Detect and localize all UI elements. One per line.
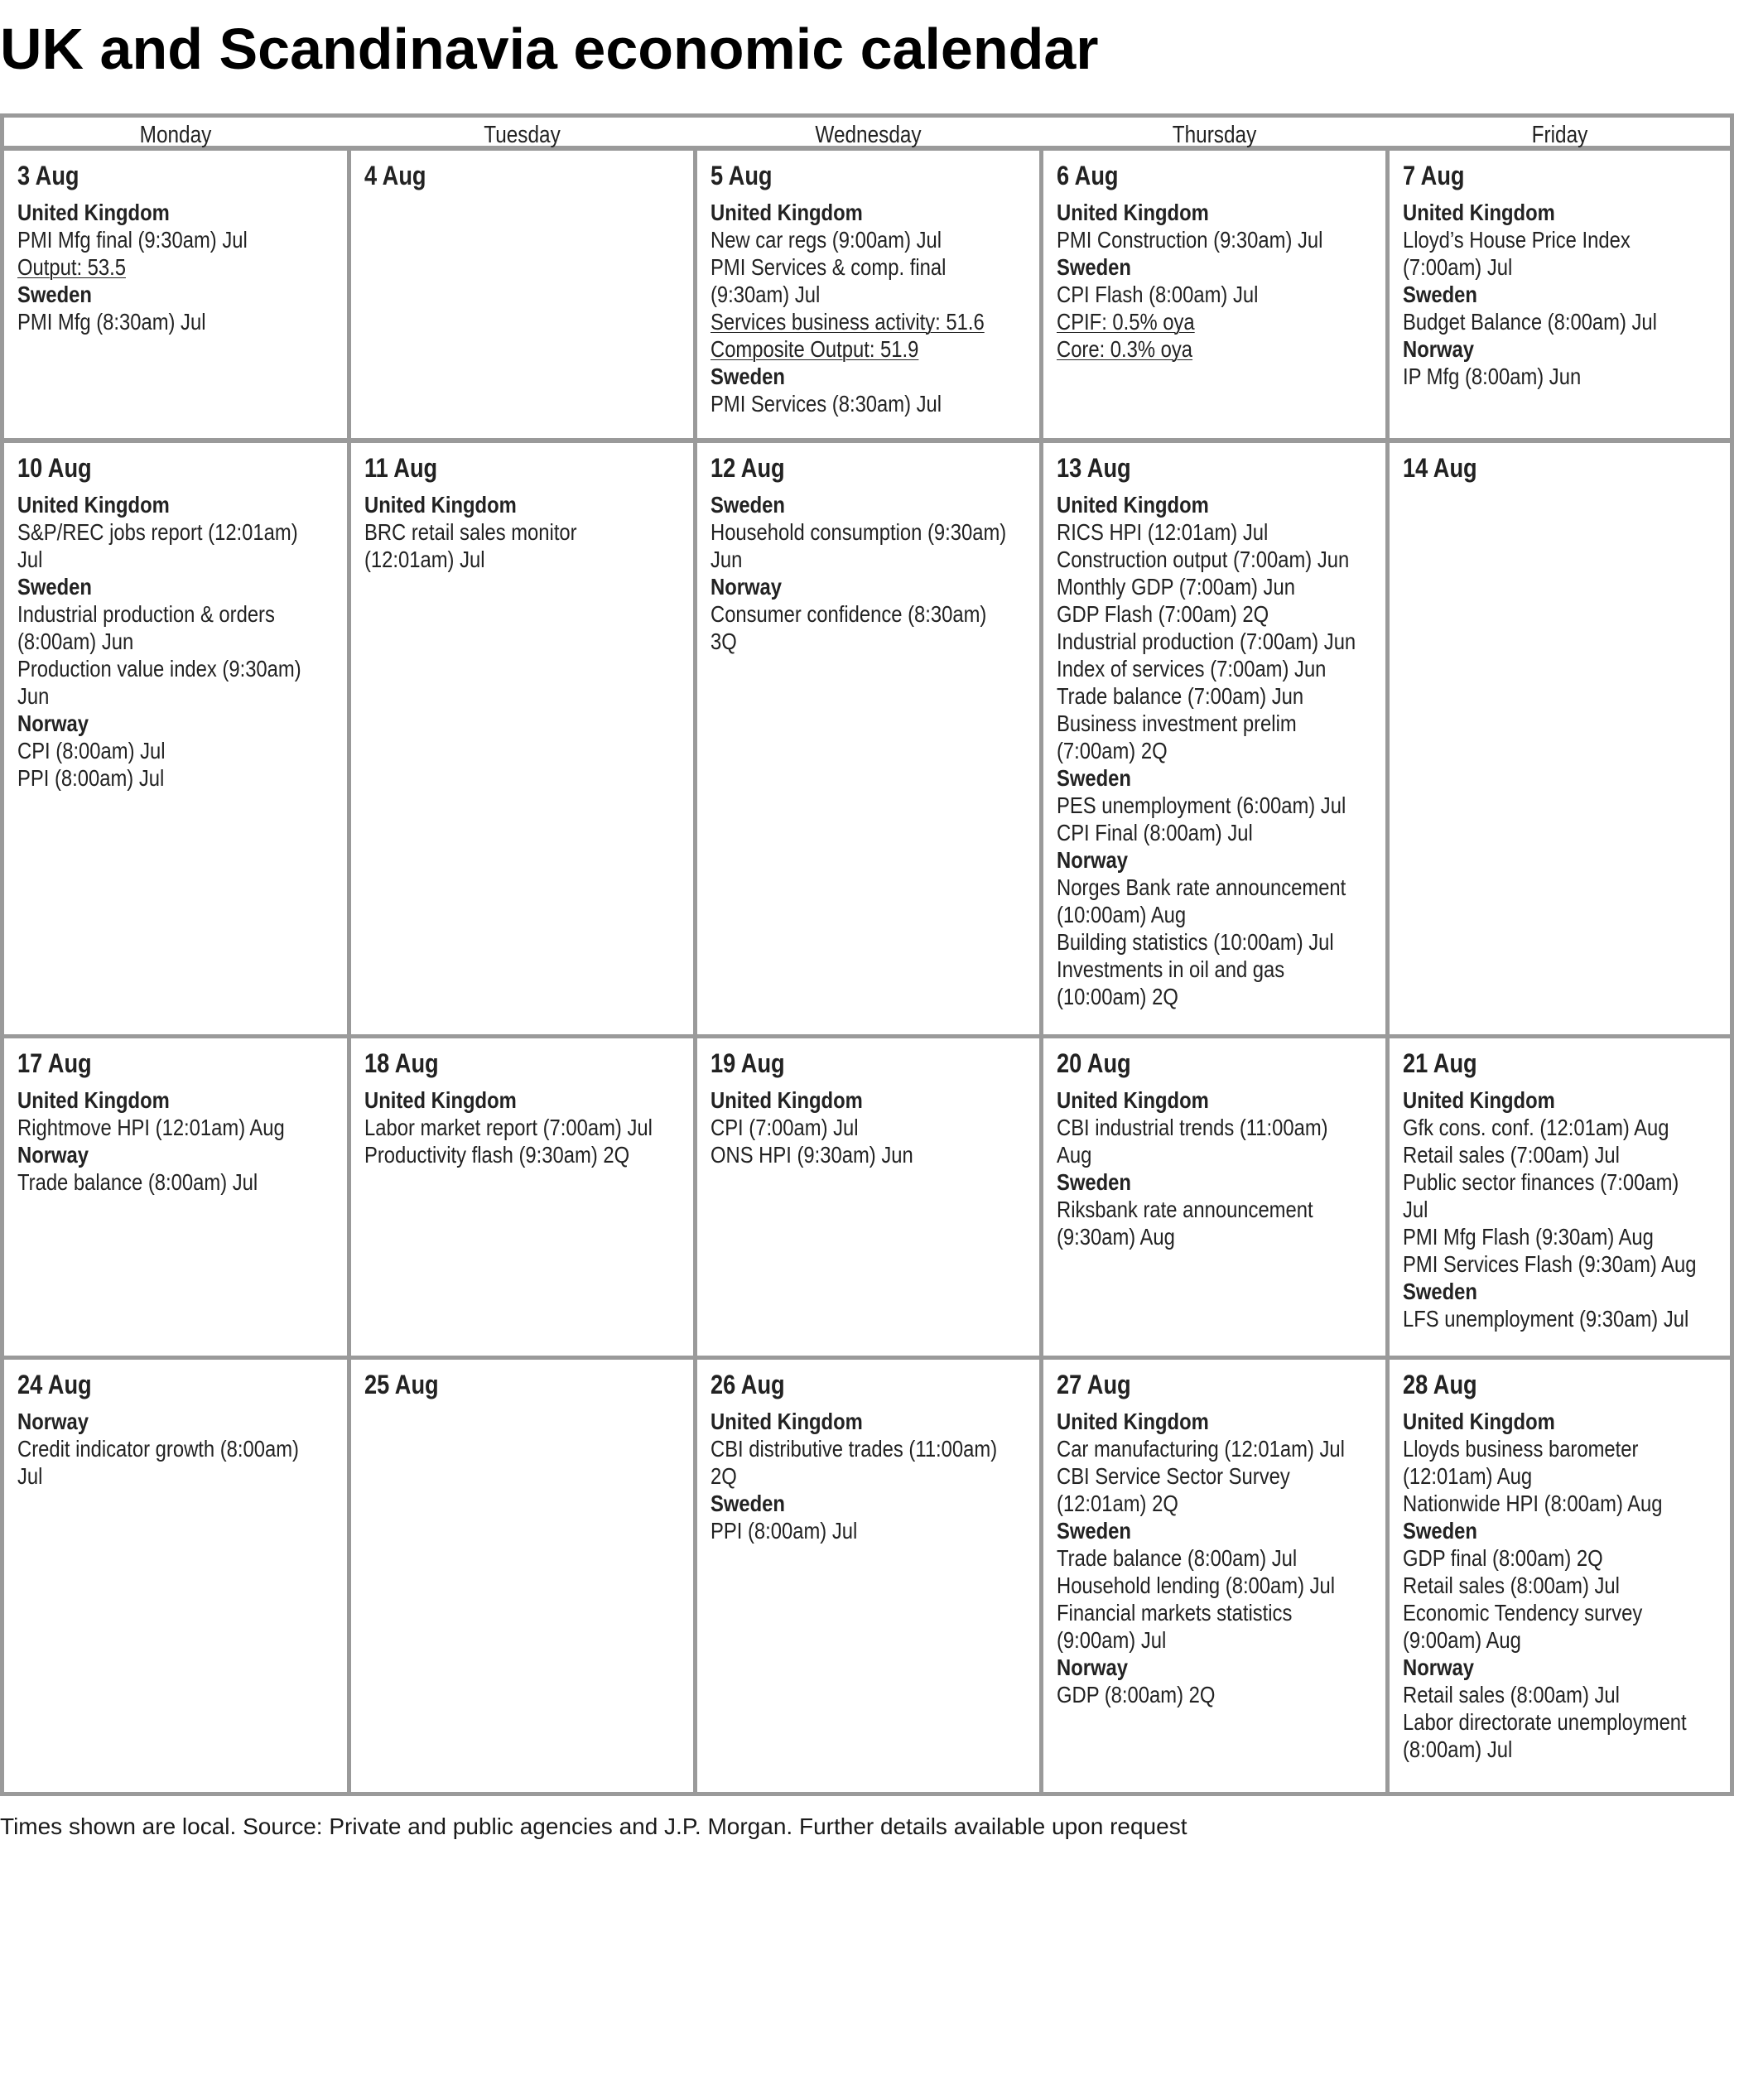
event-text: Car manufacturing (12:01am) Jul <box>1057 1436 1345 1462</box>
event-text: Building statistics (10:00am) Jul <box>1057 929 1334 955</box>
event-item <box>364 518 643 546</box>
event-text: Monthly GDP (7:00am) Jun <box>1057 574 1295 600</box>
event-text: Index of services (7:00am) Jun <box>1057 656 1327 682</box>
day-cell <box>1390 443 1730 1034</box>
event-item <box>1057 1141 1336 1168</box>
event-text: (7:00am) 2Q <box>1057 738 1168 763</box>
event-item <box>1403 1544 1681 1572</box>
event-item <box>17 1114 297 1141</box>
event-text: PMI Mfg Flash (9:30am) Aug <box>1403 1224 1654 1250</box>
event-text: Gfk cons. conf. (12:01am) Aug <box>1403 1115 1669 1140</box>
event-item <box>711 518 1007 546</box>
day-cell <box>351 1360 693 1792</box>
day-date: 28 Aug <box>1403 1370 1477 1399</box>
day-cell <box>4 1038 347 1356</box>
day-date: 20 Aug <box>1057 1048 1131 1078</box>
event-item <box>1403 1305 1689 1332</box>
event-text: Output: 53.5 <box>17 254 126 280</box>
event-text: Labor market report (7:00am) Jul <box>364 1115 653 1140</box>
event-text: (9:30am) Jul <box>711 282 821 307</box>
event-text: Trade balance (8:00am) Jul <box>17 1169 258 1195</box>
day-cell <box>1390 1038 1730 1356</box>
event-text: Financial markets statistics <box>1057 1600 1293 1626</box>
event-item <box>17 764 297 792</box>
event-text: ONS HPI (9:30am) Jun <box>711 1142 913 1168</box>
day-cell <box>1043 1360 1385 1792</box>
event-item <box>1057 1681 1336 1708</box>
day-cell <box>1043 151 1385 438</box>
event-text: Aug <box>1057 1142 1092 1168</box>
event-item <box>1403 253 1681 281</box>
country-heading: United Kingdom <box>1057 200 1209 225</box>
day-cell <box>697 1038 1039 1356</box>
country-heading: Norway <box>1403 1654 1474 1680</box>
event-text: Jul <box>17 1463 43 1489</box>
country-heading: Sweden <box>1057 1518 1131 1544</box>
event-text: Industrial production & orders <box>17 601 275 627</box>
event-item <box>1403 1196 1681 1223</box>
event-text: Labor directorate unemployment <box>1403 1709 1687 1735</box>
event-text: CBI distributive trades (11:00am) <box>711 1436 998 1462</box>
day-date: 4 Aug <box>364 161 426 190</box>
country-heading: United Kingdom <box>711 200 863 225</box>
event-text: CPI Flash (8:00am) Jul <box>1057 282 1259 307</box>
country-heading: Norway <box>17 1409 89 1434</box>
event-text: CPI (8:00am) Jul <box>17 738 166 763</box>
event-text: Industrial production (7:00am) Jun <box>1057 629 1356 654</box>
event-item <box>711 1435 998 1462</box>
day-cell <box>1390 1360 1730 1792</box>
country-heading: United Kingdom <box>711 1087 863 1113</box>
event-text: GDP final (8:00am) 2Q <box>1403 1545 1603 1571</box>
event-item <box>1057 1462 1336 1490</box>
country-heading: United Kingdom <box>1403 1087 1555 1113</box>
event-item <box>17 518 297 546</box>
event-item <box>17 546 297 573</box>
country-heading: Sweden <box>1057 765 1131 791</box>
event-item <box>1403 1626 1681 1654</box>
event-text: Composite Output: 51.9 <box>711 336 919 362</box>
day-date: 13 Aug <box>1057 453 1131 483</box>
day-date: 14 Aug <box>1403 453 1477 483</box>
country-heading: Sweden <box>711 492 785 518</box>
event-item <box>1403 1168 1681 1196</box>
day-date: 26 Aug <box>711 1370 785 1399</box>
event-item <box>1057 819 1336 846</box>
event-text: Household consumption (9:30am) <box>711 519 1007 545</box>
day-date: 6 Aug <box>1057 161 1119 190</box>
event-item <box>1403 1681 1681 1708</box>
event-item <box>1057 956 1336 983</box>
event-text: GDP Flash (7:00am) 2Q <box>1057 601 1269 627</box>
event-item <box>1057 1544 1336 1572</box>
day-date: 7 Aug <box>1403 161 1465 190</box>
event-text: Services business activity: 51.6 <box>711 309 985 335</box>
event-item <box>1403 226 1681 253</box>
event-text: BRC retail sales monitor <box>364 519 577 545</box>
event-item <box>1057 628 1356 655</box>
event-text: Core: 0.3% oya <box>1057 336 1193 362</box>
event-item <box>17 600 297 628</box>
event-item <box>1403 363 1681 390</box>
event-text: Jul <box>17 547 43 572</box>
day-cell <box>697 151 1039 438</box>
event-detail <box>1057 308 1336 335</box>
event-item <box>711 1114 990 1141</box>
country-heading: Norway <box>1403 336 1474 362</box>
event-text: Productivity flash (9:30am) 2Q <box>364 1142 630 1168</box>
event-detail <box>711 335 990 363</box>
event-text: (10:00am) Aug <box>1057 902 1187 927</box>
event-text: (10:00am) 2Q <box>1057 984 1178 1009</box>
event-text: Business investment prelim <box>1057 710 1297 736</box>
country-heading: Sweden <box>1403 1518 1477 1544</box>
weekday-header-row <box>4 118 1730 146</box>
event-text: (8:00am) Jul <box>1403 1736 1513 1762</box>
event-item <box>1057 573 1336 600</box>
country-heading: United Kingdom <box>1057 1087 1209 1113</box>
event-item <box>1057 901 1336 928</box>
event-text: Credit indicator growth (8:00am) <box>17 1436 299 1462</box>
event-item <box>1057 546 1350 573</box>
event-text: PMI Services (8:30am) Jul <box>711 391 942 417</box>
event-item <box>1403 1490 1681 1517</box>
event-item <box>711 1462 990 1490</box>
event-text: CPIF: 0.5% oya <box>1057 309 1195 335</box>
event-item <box>1057 1435 1345 1462</box>
day-date: 11 Aug <box>364 453 438 483</box>
event-text: Economic Tendency survey <box>1403 1600 1643 1626</box>
event-item <box>17 1435 297 1462</box>
country-heading: Norway <box>1057 847 1128 873</box>
country-heading: United Kingdom <box>1057 1409 1209 1434</box>
event-text: PMI Mfg (8:30am) Jul <box>17 309 206 335</box>
event-text: PMI Services Flash (9:30am) Aug <box>1403 1251 1697 1277</box>
page-title: UK and Scandinavia economic calendar <box>0 17 1099 81</box>
event-text: PPI (8:00am) Jul <box>711 1518 858 1544</box>
event-item <box>1403 1250 1697 1278</box>
day-cell <box>351 443 693 1034</box>
event-item <box>711 546 990 573</box>
event-item <box>711 1141 990 1168</box>
event-text: Norges Bank rate announcement <box>1057 874 1346 900</box>
country-heading: United Kingdom <box>17 492 170 518</box>
event-item <box>1057 1490 1336 1517</box>
event-item <box>364 546 643 573</box>
event-item <box>17 1168 297 1196</box>
event-item <box>711 226 990 253</box>
event-text: CPI (7:00am) Jul <box>711 1115 859 1140</box>
event-item <box>17 226 297 253</box>
event-text: Retail sales (8:00am) Jul <box>1403 1573 1620 1598</box>
event-detail <box>1057 335 1336 363</box>
event-item <box>1403 1223 1681 1250</box>
event-item <box>711 281 990 308</box>
country-heading: Norway <box>711 574 782 600</box>
day-cell <box>1043 1038 1385 1356</box>
event-text: (9:00am) Aug <box>1403 1627 1521 1653</box>
event-item <box>1403 308 1681 335</box>
event-text: (12:01am) Aug <box>1403 1463 1533 1489</box>
day-date: 24 Aug <box>17 1370 92 1399</box>
day-date: 10 Aug <box>17 453 92 483</box>
event-text: IP Mfg (8:00am) Jun <box>1403 364 1582 389</box>
day-cell <box>697 443 1039 1034</box>
event-text: PPI (8:00am) Jul <box>17 765 165 791</box>
event-text: (8:00am) Jun <box>17 629 134 654</box>
event-item <box>1057 792 1346 819</box>
country-heading: United Kingdom <box>1403 200 1555 225</box>
event-text: (9:30am) Aug <box>1057 1224 1175 1250</box>
calendar-grid <box>0 113 1734 1796</box>
event-item <box>1057 226 1336 253</box>
country-heading: Sweden <box>1057 254 1131 280</box>
event-item <box>711 1517 990 1544</box>
day-date: 19 Aug <box>711 1048 785 1078</box>
country-heading: United Kingdom <box>1057 492 1209 518</box>
country-heading: United Kingdom <box>711 1409 863 1434</box>
event-text: 2Q <box>711 1463 737 1489</box>
event-item <box>711 253 990 281</box>
event-item <box>1057 874 1346 901</box>
event-item <box>1057 518 1336 546</box>
event-text: 3Q <box>711 629 737 654</box>
day-cell <box>4 1360 347 1792</box>
country-heading: Sweden <box>1057 1169 1131 1195</box>
event-text: Production value index (9:30am) <box>17 656 301 682</box>
event-item <box>711 600 990 628</box>
event-text: CBI Service Sector Survey <box>1057 1463 1290 1489</box>
event-text: Jun <box>17 683 50 709</box>
event-item <box>1057 710 1336 737</box>
event-item <box>1057 655 1336 682</box>
event-item <box>1057 928 1336 956</box>
event-text: Trade balance (7:00am) Jun <box>1057 683 1304 709</box>
event-text: Jun <box>711 547 743 572</box>
country-heading: Sweden <box>711 364 785 389</box>
event-text: Budget Balance (8:00am) Jul <box>1403 309 1657 335</box>
day-date: 27 Aug <box>1057 1370 1131 1399</box>
event-item <box>364 1114 653 1141</box>
event-text: PMI Mfg final (9:30am) Jul <box>17 227 248 253</box>
event-detail <box>711 308 990 335</box>
day-cell <box>697 1360 1039 1792</box>
day-date: 17 Aug <box>17 1048 92 1078</box>
day-date: 18 Aug <box>364 1048 439 1078</box>
event-item <box>364 1141 643 1168</box>
event-item <box>1057 1223 1336 1250</box>
event-text: (9:00am) Jul <box>1057 1627 1167 1653</box>
country-heading: United Kingdom <box>364 492 517 518</box>
event-item <box>17 1462 297 1490</box>
day-cell <box>1043 443 1385 1034</box>
event-item <box>1057 1626 1336 1654</box>
country-heading: Sweden <box>17 282 92 307</box>
event-item <box>1403 1736 1681 1763</box>
event-text: LFS unemployment (9:30am) Jul <box>1403 1306 1689 1332</box>
event-text: Consumer confidence (8:30am) <box>711 601 987 627</box>
event-item <box>1403 1572 1681 1599</box>
source-footnote: Times shown are local. Source: Private and public agencies and J.P. Morgan. Further details available upon request <box>0 1813 1187 1839</box>
event-text: CPI Final (8:00am) Jul <box>1057 820 1253 845</box>
event-text: Investments in oil and gas <box>1057 956 1285 982</box>
country-heading: United Kingdom <box>17 200 170 225</box>
day-cell <box>351 1038 693 1356</box>
event-text: Nationwide HPI (8:00am) Aug <box>1403 1491 1663 1516</box>
weekday-tuesday: Tuesday <box>484 122 561 148</box>
event-text: CBI industrial trends (11:00am) <box>1057 1115 1328 1140</box>
event-text: PMI Services & comp. final <box>711 254 947 280</box>
weekday-thursday: Thursday <box>1172 122 1257 148</box>
day-date: 12 Aug <box>711 453 785 483</box>
country-heading: Norway <box>1057 1654 1128 1680</box>
event-item <box>17 308 297 335</box>
event-text: Jul <box>1403 1197 1428 1222</box>
event-item <box>1057 1196 1336 1223</box>
day-cell <box>4 151 347 438</box>
event-item <box>1057 281 1336 308</box>
event-item <box>17 655 301 682</box>
event-text: PMI Construction (9:30am) Jul <box>1057 227 1323 253</box>
country-heading: United Kingdom <box>364 1087 517 1113</box>
event-item <box>1403 1599 1681 1626</box>
event-text: (12:01am) Jul <box>364 547 485 572</box>
event-text: Retail sales (8:00am) Jul <box>1403 1682 1620 1707</box>
event-text: Household lending (8:00am) Jul <box>1057 1573 1336 1598</box>
event-item <box>1057 1599 1336 1626</box>
event-item <box>17 737 297 764</box>
event-text: Construction output (7:00am) Jun <box>1057 547 1350 572</box>
event-text: S&P/REC jobs report (12:01am) <box>17 519 298 545</box>
event-item <box>1057 1114 1336 1141</box>
country-heading: United Kingdom <box>1403 1409 1555 1434</box>
day-date: 21 Aug <box>1403 1048 1477 1078</box>
day-cell <box>351 151 693 438</box>
event-item <box>17 628 297 655</box>
event-item <box>1403 1141 1681 1168</box>
event-text: Riksbank rate announcement <box>1057 1197 1313 1222</box>
event-text: RICS HPI (12:01am) Jul <box>1057 519 1269 545</box>
event-item <box>1057 737 1336 764</box>
day-date: 5 Aug <box>711 161 773 190</box>
event-text: Lloyds business barometer <box>1403 1436 1639 1462</box>
event-item <box>1057 983 1336 1010</box>
country-heading: Norway <box>17 710 89 736</box>
weekday-monday: Monday <box>139 122 212 148</box>
event-text: Trade balance (8:00am) Jul <box>1057 1545 1298 1571</box>
weekday-friday: Friday <box>1531 122 1588 148</box>
event-text: GDP (8:00am) 2Q <box>1057 1682 1216 1707</box>
event-item <box>1403 1114 1681 1141</box>
event-item <box>1403 1708 1687 1736</box>
country-heading: Norway <box>17 1142 89 1168</box>
event-item <box>17 682 297 710</box>
weekday-wednesday: Wednesday <box>815 122 922 148</box>
day-date: 25 Aug <box>364 1370 439 1399</box>
event-text: PES unemployment (6:00am) Jul <box>1057 792 1346 818</box>
event-item <box>1403 1462 1681 1490</box>
country-heading: Sweden <box>17 574 92 600</box>
country-heading: Sweden <box>1403 1279 1477 1304</box>
day-cell <box>4 443 347 1034</box>
event-text: (7:00am) Jul <box>1403 254 1513 280</box>
event-text: Public sector finances (7:00am) <box>1403 1169 1679 1195</box>
event-item <box>1057 682 1336 710</box>
country-heading: Sweden <box>1403 282 1477 307</box>
event-text: Rightmove HPI (12:01am) Aug <box>17 1115 285 1140</box>
event-text: (12:01am) 2Q <box>1057 1491 1178 1516</box>
event-text: New car regs (9:00am) Jul <box>711 227 942 253</box>
day-date: 3 Aug <box>17 161 79 190</box>
event-item <box>711 628 990 655</box>
event-item <box>1057 600 1336 628</box>
country-heading: Sweden <box>711 1491 785 1516</box>
event-item <box>711 390 990 417</box>
event-detail <box>17 253 297 281</box>
event-text: Lloyd’s House Price Index <box>1403 227 1631 253</box>
country-heading: United Kingdom <box>17 1087 170 1113</box>
event-item <box>1057 1572 1336 1599</box>
day-cell <box>1390 151 1730 438</box>
event-item <box>1403 1435 1681 1462</box>
event-text: Retail sales (7:00am) Jul <box>1403 1142 1620 1168</box>
